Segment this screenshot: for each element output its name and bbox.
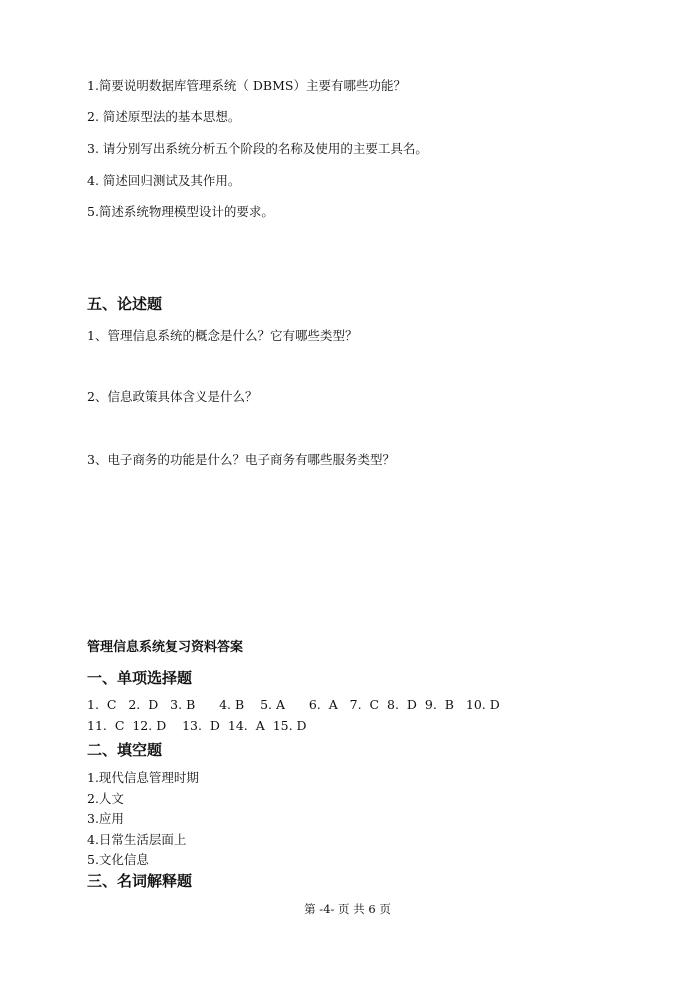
essay-question-3: 3、电子商务的功能是什么？电子商务有哪些服务类型？ — [87, 452, 395, 467]
section-5-title: 五、论述题 — [87, 295, 163, 313]
essay-question-2: 2、信息政策具体含义是什么？ — [87, 389, 258, 404]
fill-answer-3: 3.应用 — [87, 811, 124, 826]
question-4: 4. 简述回归测试及其作用。 — [87, 173, 241, 188]
answers-section-3-title: 三、名词解释题 — [87, 872, 193, 890]
question-1: 1.简要说明数据库管理系统（ DBMS）主要有哪些功能？ — [87, 78, 406, 93]
answers-choice-line-2: 11. C 12. D 13. D 14. A 15. D — [87, 718, 307, 733]
question-3: 3. 请分别写出系统分析五个阶段的名称及使用的主要工具名。 — [87, 141, 428, 156]
answers-choice-line-1: 1. C 2. D 3. B 4. B 5. A 6. A 7. C 8. D 9. B 10. D — [87, 697, 500, 712]
question-2: 2. 简述原型法的基本思想。 — [87, 109, 241, 124]
answers-section-1-title: 一、单项选择题 — [87, 669, 193, 687]
question-5: 5.简述系统物理模型设计的要求。 — [87, 204, 274, 219]
fill-answer-1: 1.现代信息管理时期 — [87, 770, 199, 785]
fill-answer-5: 5.文化信息 — [87, 852, 149, 867]
fill-answer-2: 2.人文 — [87, 791, 124, 806]
page-number: 第 -4- 页 共 6 页 — [304, 902, 391, 916]
essay-question-1: 1、管理信息系统的概念是什么？它有哪些类型？ — [87, 328, 358, 343]
answers-section-2-title: 二、填空题 — [87, 741, 163, 759]
fill-answer-4: 4.日常生活层面上 — [87, 832, 187, 847]
answers-title: 管理信息系统复习资料答案 — [87, 640, 244, 655]
